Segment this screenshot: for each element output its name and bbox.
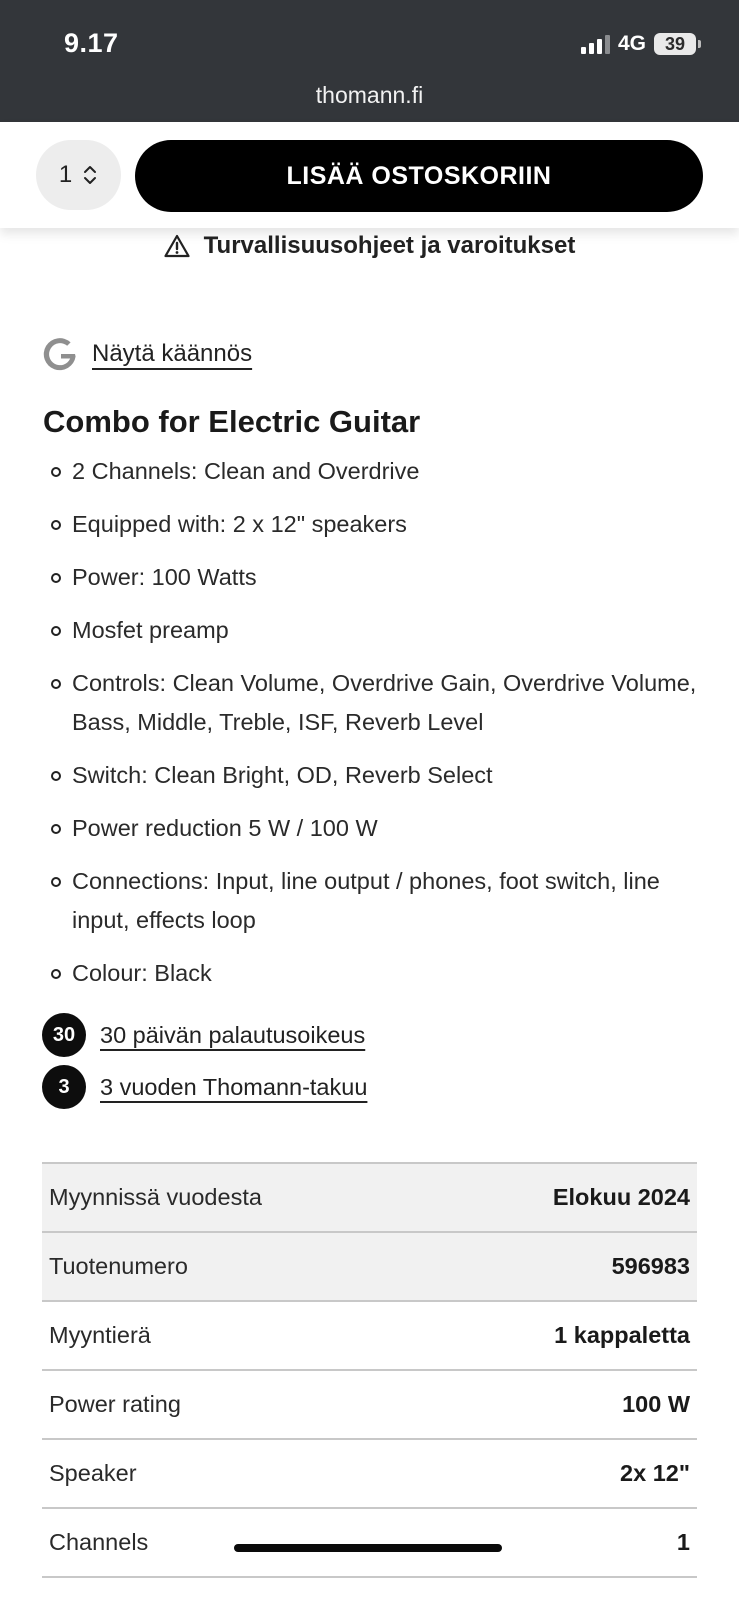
chevron-up-down-icon	[82, 164, 98, 186]
network-type: 4G	[617, 32, 646, 55]
table-row	[42, 1440, 697, 1509]
table-row	[42, 1371, 697, 1440]
spec-label: Power rating	[49, 1391, 181, 1417]
spec-value: 100 W	[622, 1391, 690, 1417]
table-row	[42, 1164, 697, 1233]
status-indicators	[581, 32, 701, 56]
table-row	[42, 1302, 697, 1371]
return-policy-row	[42, 1012, 367, 1058]
spec-value: 1	[676, 1529, 690, 1555]
spec-label: Channels	[49, 1529, 149, 1555]
list-item: Connections: Input, line output / phones, foot switch, line input, effects loop	[48, 862, 698, 940]
specs-table	[42, 1162, 697, 1578]
spec-label: Tuotenumero	[49, 1253, 188, 1279]
list-item: Controls: Clean Volume, Overdrive Gain, Overdrive Volume, Bass, Middle, Treble, ISF, Reverb Level	[48, 664, 698, 742]
warranty-link[interactable]: 3 vuoden Thomann-takuu	[100, 1073, 368, 1100]
battery-icon	[654, 33, 701, 55]
spec-value: 1 kappaletta	[554, 1322, 690, 1348]
table-row	[42, 1233, 697, 1302]
list-item: Power reduction 5 W / 100 W	[48, 809, 698, 848]
add-to-cart-button[interactable]: LISÄÄ OSTOSKORIIN	[135, 140, 703, 212]
quantity-stepper[interactable]	[36, 140, 121, 210]
spec-label: Myynnissä vuodesta	[49, 1184, 262, 1210]
home-indicator[interactable]	[234, 1544, 502, 1552]
safety-warnings-link[interactable]	[0, 232, 739, 260]
list-item: Equipped with: 2 x 12" speakers	[48, 505, 698, 544]
list-item: 2 Channels: Clean and Overdrive	[48, 452, 698, 491]
warranty-years-badge: 3	[42, 1065, 86, 1109]
show-translation-link[interactable]: Näytä käännös	[92, 340, 253, 367]
return-days-badge: 30	[42, 1013, 86, 1057]
spec-label: Myyntierä	[49, 1322, 151, 1348]
product-description-heading: Combo for Electric Guitar	[43, 404, 421, 439]
warranty-row	[42, 1064, 367, 1110]
google-icon	[42, 336, 78, 372]
spec-label: Speaker	[49, 1460, 137, 1486]
safety-warnings-label: Turvallisuusohjeet ja varoitukset	[203, 232, 576, 259]
list-item: Mosfet preamp	[48, 611, 698, 650]
list-item: Switch: Clean Bright, OD, Reverb Select	[48, 756, 698, 795]
warning-icon	[164, 234, 190, 258]
translate-row	[42, 336, 252, 372]
status-time: 9.17	[64, 28, 119, 58]
url-bar[interactable]: thomann.fi	[315, 82, 424, 108]
browser-top-bar	[0, 0, 739, 122]
sticky-cart-bar	[0, 122, 739, 228]
list-item: Power: 100 Watts	[48, 558, 698, 597]
list-item: Colour: Black	[48, 954, 698, 993]
service-badges	[42, 1012, 367, 1116]
quantity-value: 1	[58, 161, 73, 188]
feature-list	[48, 452, 698, 1007]
spec-value: Elokuu 2024	[552, 1184, 690, 1210]
cellular-signal-icon	[581, 34, 610, 54]
battery-level: 39	[654, 33, 696, 55]
spec-value: 2x 12"	[620, 1460, 690, 1486]
return-policy-link[interactable]: 30 päivän palautusoikeus	[100, 1021, 366, 1048]
spec-value: 596983	[611, 1253, 690, 1279]
